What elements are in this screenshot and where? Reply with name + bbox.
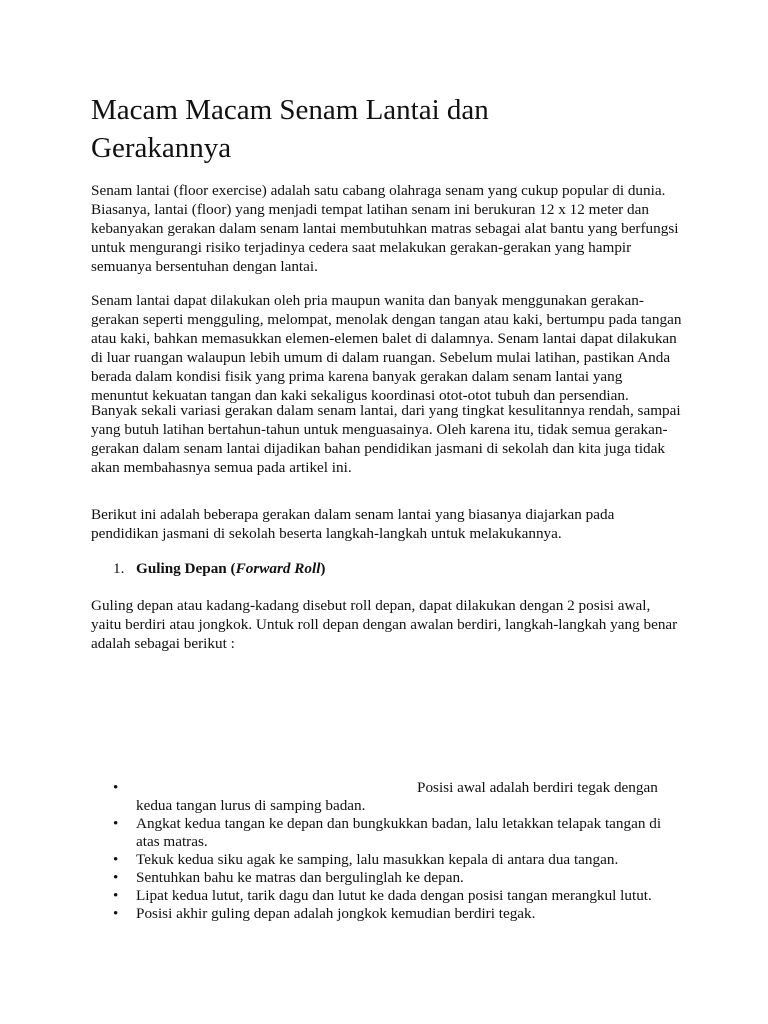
bullet-icon: • — [113, 815, 119, 832]
step-text-line1: Posisi awal adalah berdiri tegak dengan — [417, 779, 658, 796]
step-text: Sentuhkan bahu ke matras dan bergulinglah ke depan. — [136, 869, 464, 886]
heading-label-close: ) — [320, 560, 326, 577]
heading-label-italic: Forward Roll — [235, 560, 321, 577]
list-item — [113, 869, 673, 887]
list-item — [113, 815, 673, 851]
bullet-icon: • — [113, 779, 119, 796]
steps-list — [113, 779, 673, 923]
paragraph-intro: Senam lantai (floor exercise) adalah satu cabang olahraga senam yang cukup popular di dunia. Biasanya, lantai (floor) yang menjadi tempat latihan senam ini berukuran 12 x 12 meter dan kebanyakan gerakan dalam senam lantai membutuhkan matras sebagai alat bantu yang berfungsi untuk mengurangi risiko terjadinya cedera saat melakukan gerakan-gerakan yang hampir semuanya bersentuhan dengan lantai. — [91, 182, 679, 275]
title-line-2: Gerakannya — [91, 132, 232, 164]
heading-text — [136, 560, 325, 577]
bullet-icon: • — [113, 851, 119, 868]
step-text: Angkat kedua tangan ke depan dan bungkukkan badan, lalu letakkan telapak tangan di atas matras. — [136, 815, 662, 850]
page-title — [91, 91, 691, 167]
bullet-icon: • — [113, 887, 119, 904]
title-line-1: Macam Macam Senam Lantai dan — [91, 94, 489, 126]
paragraph-description: Senam lantai dapat dilakukan oleh pria maupun wanita dan banyak menggunakan gerakan-gerakan seperti mengguling, melompat, menolak dengan tangan atau kaki, bertumpu pada tangan atau kaki, bahkan memasukkan elemen-elemen balet di dalamnya. Senam lantai dapat dilakukan di luar ruangan walaupun lebih umum di dalam ruangan. Sebelum mulai latihan, pastikan Anda berada dalam kondisi fisik yang prima karena banyak gerakan dalam senam lantai yang menuntut kekuatan tangan dan kaki sekaligus koordinasi otot-otot tubuh dan persendian. — [91, 292, 682, 404]
bullet-icon: • — [113, 869, 119, 886]
list-item — [113, 779, 673, 815]
numbered-heading-forward-roll — [113, 559, 325, 578]
step-text: Tekuk kedua siku agak ke samping, lalu masukkan kepala di antara dua tangan. — [136, 851, 619, 868]
step-text: Posisi akhir guling depan adalah jongkok kemudian berdiri tegak. — [136, 905, 536, 922]
heading-label: Guling Depan ( — [136, 560, 236, 577]
list-item — [113, 851, 673, 869]
list-number: 1. — [113, 560, 125, 577]
bullet-icon: • — [113, 905, 119, 922]
list-item — [113, 905, 673, 923]
paragraph-list-intro: Berikut ini adalah beberapa gerakan dalam senam lantai yang biasanya diajarkan pada pendidikan jasmani di sekolah beserta langkah-langkah untuk melakukannya. — [91, 506, 615, 542]
step-text-line2: kedua tangan lurus di samping badan. — [136, 797, 366, 814]
step-text: Lipat kedua lutut, tarik dagu dan lutut ke dada dengan posisi tangan merangkul lutut. — [136, 887, 652, 904]
paragraph-forward-roll-intro: Guling depan atau kadang-kadang disebut roll depan, dapat dilakukan dengan 2 posisi awal, yaitu berdiri atau jongkok. Untuk roll depan dengan awalan berdiri, langkah-langkah yang benar adalah sebagai berikut : — [91, 597, 678, 652]
paragraph-variations: Banyak sekali variasi gerakan dalam senam lantai, dari yang tingkat kesulitannya rendah, sampai yang butuh latihan bertahun-tahun untuk menguasainya. Oleh karena itu, tidak semua gerakan-gerakan dalam senam lantai dijadikan bahan pendidikan jasmani di sekolah dan kita juga tidak akan membahasnya semua pada artikel ini. — [91, 402, 681, 476]
image-placeholder — [91, 660, 683, 770]
list-item — [113, 887, 673, 905]
